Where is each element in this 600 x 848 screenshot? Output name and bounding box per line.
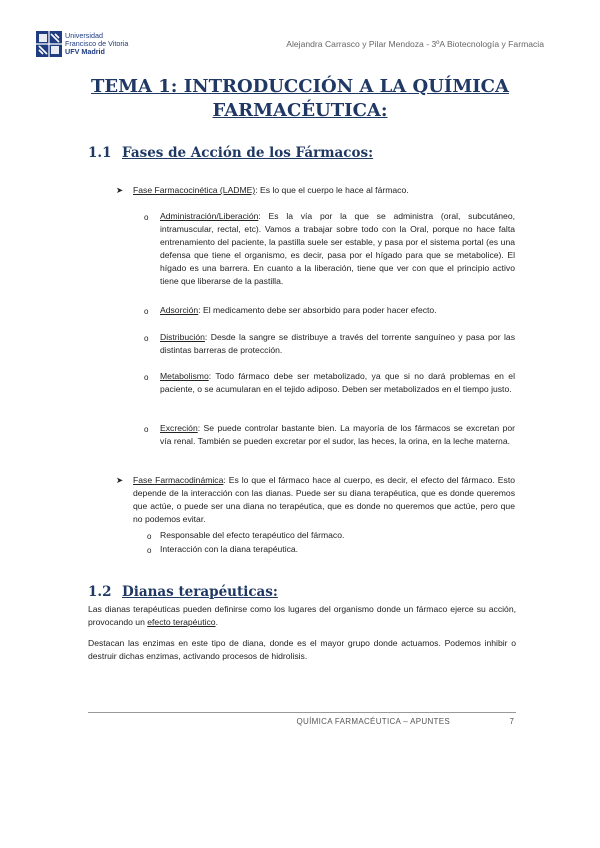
item-text: : Todo fármaco debe ser metabolizado, ya que si no dará problemas en el paciente, o se acumularan en el tejido adiposo. Deben ser metabolizados en el tiempo justo. bbox=[160, 371, 515, 394]
section-title: Dianas terapéuticas: bbox=[122, 584, 278, 600]
title-line-1: TEMA 1: INTRODUCCIÓN A LA QUÍMICA bbox=[91, 76, 509, 97]
section-heading-1 bbox=[88, 145, 373, 161]
farmacodinamica-paragraph bbox=[133, 474, 515, 526]
item-text: : El medicamento debe ser absorbido para poder hacer efecto. bbox=[198, 305, 437, 315]
list-item-metabolismo bbox=[160, 370, 515, 396]
list-item-adsorcion bbox=[160, 304, 515, 317]
arrow-bullet-icon: ➤ bbox=[116, 475, 124, 485]
item-term: Distribución bbox=[160, 332, 205, 342]
section-title: Fases de Acción de los Fármacos: bbox=[122, 145, 374, 161]
logo-text bbox=[65, 32, 128, 57]
subitem-efecto: Responsable del efecto terapéutico del fármaco. bbox=[160, 530, 345, 540]
efecto-terapeutico-term: efecto terapéutico bbox=[147, 617, 216, 627]
item-text: : Desde la sangre se distribuye a través del torrente sanguíneo y pasa por las distintas barreras de protección. bbox=[160, 332, 515, 355]
header-authors: Alejandra Carrasco y Pilar Mendoza - 3ºA Biotecnología y Farmacia bbox=[286, 39, 544, 49]
item-term: Excreción bbox=[160, 423, 198, 433]
farmacocinetica-text: : Es lo que el cuerpo le hace al fármaco. bbox=[255, 185, 409, 195]
page-title bbox=[60, 75, 540, 123]
title-line-2: FARMACÉUTICA: bbox=[212, 100, 388, 121]
dianas-paragraph-2: Destacan las enzimas en este tipo de diana, donde es el mayor grupo donde actuamos. Podemos inhibir o destruir dichas enzimas, activando procesos de hidrolisis. bbox=[88, 638, 516, 661]
circle-bullet-icon: o bbox=[147, 532, 152, 541]
circle-bullet-icon: o bbox=[144, 425, 149, 434]
logo-line-2: Francisco de Vitoria bbox=[65, 38, 129, 48]
dianas-paragraph-1 bbox=[88, 603, 516, 629]
list-item-administracion bbox=[160, 210, 515, 288]
circle-bullet-icon: o bbox=[144, 213, 149, 222]
arrow-bullet-icon: ➤ bbox=[116, 185, 124, 195]
university-logo bbox=[36, 28, 146, 60]
list-item-distribucion bbox=[160, 331, 515, 357]
footer-divider bbox=[88, 712, 516, 713]
farmacocinetica-paragraph bbox=[133, 184, 523, 197]
para-text: Las dianas terapéuticas pueden definirse como los lugares del organismo donde un fármaco ejerce su acción, provocando un bbox=[88, 604, 516, 627]
item-term: Administración/Liberación bbox=[160, 211, 259, 221]
item-term: Adsorción bbox=[160, 305, 199, 315]
footer-title: QUÍMICA FARMACÉUTICA – APUNTES bbox=[296, 717, 450, 726]
circle-bullet-icon: o bbox=[147, 546, 152, 555]
item-text: : Se puede controlar bastante bien. La mayoría de los fármacos se excretan por vía renal. También se pueden excretar por el sudor, las heces, la orina, en la leche materna. bbox=[160, 423, 515, 446]
section-number: 1.2 bbox=[88, 584, 112, 600]
farmacocinetica-term: Fase Farmacocinética (LADME) bbox=[133, 185, 256, 195]
logo-line-3: UFV Madrid bbox=[65, 47, 105, 57]
subitem-interaccion: Interacción con la diana terapéutica. bbox=[160, 544, 299, 554]
item-term: Metabolismo bbox=[160, 371, 209, 381]
farmacodinamica-text: : Es lo que el fármaco hace al cuerpo, es decir, el efecto del fármaco. Esto depende de la interacción con las dianas. Puede ser su diana terapéutica, que es donde queremos que actúe, o puede ser una diana no terapéutica, que es donde no queremos que actúe, pero que no podemos evitar. bbox=[133, 475, 515, 524]
item-text: : Es la vía por la que se administra (oral, subcutáneo, intramuscular, rectal, etc). Vamos a trabajar sobre todo con la Oral, porque no hace falta entrenamiento del paciente, la pastilla suele ser estable, y pasa por el sistema portal (es una defensa que tiene el organismo, es decir, pasa por el hígado para que se metabolice). El hígado es una barrera. En cuanto a la liberación, tiene que ver con que el principio activo tiene que liberarse de la pastilla. bbox=[160, 211, 515, 286]
section-number: 1.1 bbox=[88, 145, 112, 161]
circle-bullet-icon: o bbox=[144, 334, 149, 343]
ufv-logo-icon bbox=[36, 31, 62, 57]
circle-bullet-icon: o bbox=[144, 373, 149, 382]
logo-line-1: Universidad bbox=[65, 30, 103, 40]
section-heading-2 bbox=[88, 584, 278, 600]
list-item-excrecion bbox=[160, 422, 515, 448]
circle-bullet-icon: o bbox=[144, 307, 149, 316]
para-end: . bbox=[215, 617, 218, 627]
page-number: 7 bbox=[509, 717, 514, 726]
farmacodinamica-term: Fase Farmacodinámica bbox=[133, 475, 224, 485]
